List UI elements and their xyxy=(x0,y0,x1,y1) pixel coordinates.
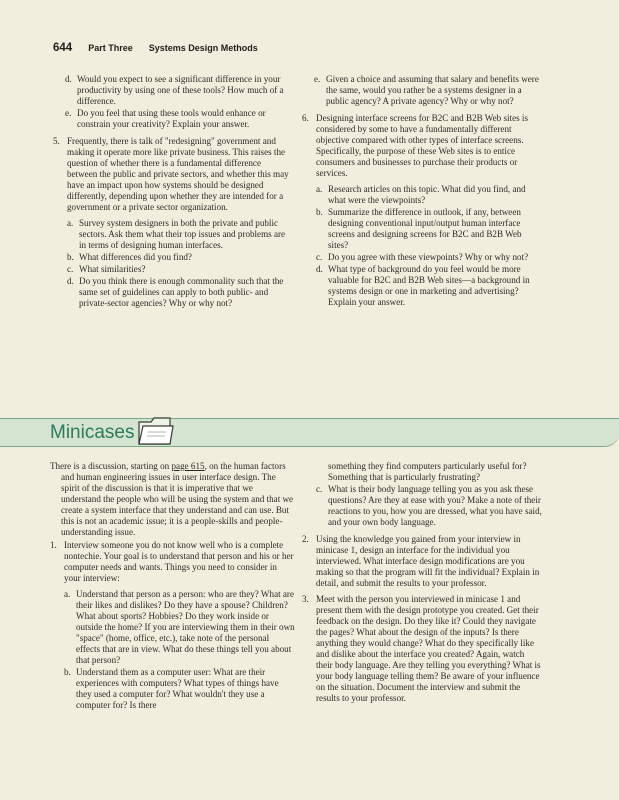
page-number: 644 xyxy=(53,42,73,54)
minicases-intro: There is a discussion, starting on page 615, on the human factors and human engineering issues in user interface design. The spirit of the discussion is that it is imperative that we understand the people who will be using the system and that we create a system interface that they understand and can use. But this is not an academic issue; it is a people-skills and people-understanding issue. xyxy=(50,461,294,537)
list-item: 3. Meet with the person you interviewed in minicase 1 and present them with the design prototype you created. Get their feedback on the design. Do they like it? Could they navigate the pages? What about the design of the inputs? Is there anything they would change? What do they specifically like and dislike about the interface you created? Again, watch their body language. Are they telling you everything? What is your body language telling them? Be aware of your influence on the situation. Document the interview and submit the results to your professor. xyxy=(302,594,541,703)
section-title: Systems Design Methods xyxy=(148,43,258,53)
list-item: a. Research articles on this topic. What did you find, and what were the viewpoints? xyxy=(316,184,526,205)
running-header xyxy=(53,42,258,54)
minicases-banner xyxy=(0,408,619,452)
list-item: e. Given a choice and assuming that salary and benefits were the same, would you rather be a systems designer in a public agency? A private agency? Why or why not? xyxy=(314,74,539,106)
list-item: e. Do you feel that using these tools would enhance or constrain your creativity? Explain your answer. xyxy=(65,108,266,129)
list-item: c. What similarities? xyxy=(67,264,146,274)
list-item: 1. Interview someone you do not know well who is a complete nontechie. Your goal is to understand that person and his or her computer needs and wants. Things you need to consider in your interview: xyxy=(50,540,294,583)
page-link[interactable]: page 615 xyxy=(171,461,205,471)
part-label: Part Three xyxy=(88,43,133,53)
list-item: b. What differences did you find? xyxy=(67,252,192,262)
list-item: 2. Using the knowledge you gained from your interview in minicase 1, design an interface for the individual you interviewed. What interface design modifications are you making so that the program will fit the individual? Explain in detail, and submit the results to your professor. xyxy=(302,534,540,588)
list-item: 6. Designing interface screens for B2C and B2B Web sites is considered by some to have a fundamentally different objective compared with other types of interface screens. Specifically, the purpose of these Web sites is to entice consumers and businesses to purchase their products or services. xyxy=(302,113,529,178)
list-item: a. Understand that person as a person: who are they? What are their likes and dislikes? Do they have a spouse? Children? What about sports? Hobbies? Do they work inside or outside the home? If you are interviewing them in their own "space" (home, office, etc.), take note of the personal effects that are in view. What do these things tell you about that person? xyxy=(64,589,295,665)
list-item: d. Do you think there is enough commonality such that the same set of guidelines can apply to both public- and private-sector agencies? Why or why not? xyxy=(67,276,284,308)
folder-icon xyxy=(136,412,176,453)
list-item: a. Survey system designers in both the private and public sectors. Ask them what their top issues and problems are in terms of designing human interfaces. xyxy=(67,218,286,250)
list-item: c. Do you agree with these viewpoints? Why or why not? xyxy=(316,252,529,262)
list-item: d. Would you expect to see a significant difference in your productivity by using one of these tools? How much of a difference. xyxy=(65,74,284,106)
bottom-right-column xyxy=(302,461,542,705)
list-item: b. Summarize the difference in outlook, if any, between designing conventional input/output human interface screens and designing screens for B2C and B2B Web sites? xyxy=(316,207,522,250)
list-item: c. What is their body language telling you as you ask these questions? Are they at ease with you? Make a note of their reactions to you, how you are dressed, what you have said, and your own body language. xyxy=(316,484,542,527)
list-item: d. What type of background do you feel would be more valuable for B2C and B2B Web sites—a background in systems design or one in marketing and advertising? Explain your answer. xyxy=(316,264,530,307)
list-item-continued: something they find computers particularly useful for? Something that is particularly frustrating? xyxy=(328,461,527,482)
list-item: b. Understand them as a computer user: What are their experiences with computers? What types of things have they used a computer for? What wouldn't they use a computer for? Is there xyxy=(64,667,279,710)
top-left-column xyxy=(53,74,293,310)
bottom-left-column xyxy=(50,461,295,712)
top-right-column xyxy=(302,74,542,309)
list-item: 5. Frequently, there is talk of "redesigning" government and making it operate more like private business. This raises the question of whether there is a fundamental difference between the public and private sectors, and whether this may have an impact upon how systems should be designed differently, depending upon whether they are intended for a government or a private sector organization. xyxy=(53,136,289,212)
minicases-title: Minicases xyxy=(50,422,135,443)
